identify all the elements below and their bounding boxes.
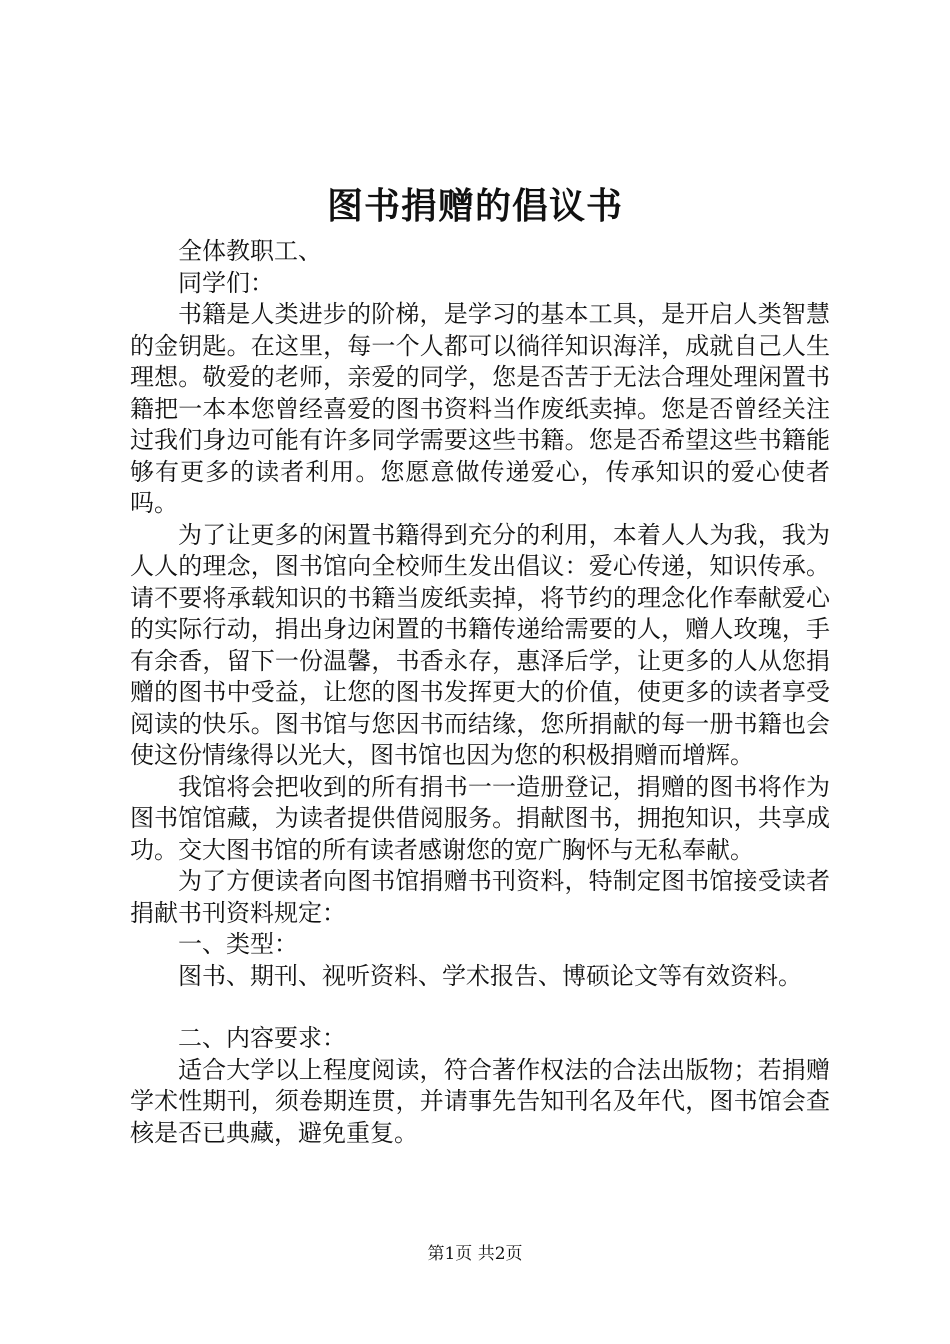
section-1-text: 图书、期刊、视听资料、学术报告、博硕论文等有效资料。 [178,961,802,990]
document-body [130,236,830,1149]
section-spacer [130,992,830,1023]
paragraph-3: 我馆将会把收到的所有捐书一一造册登记，捐赠的图书将作为图书馆馆藏，为读者提供借阅服务。捐献图书，拥抱知识，共享成功。交大图书馆的所有读者感谢您的宽广胸怀与无私奉献。 [130,772,830,864]
section-1-heading: 一、类型： [178,930,298,958]
paragraph-2: 为了让更多的闲置书籍得到充分的利用，本着人人为我，我为人人的理念，图书馆向全校师生发出倡议：爱心传递，知识传承。请不要将承载知识的书籍当废纸卖掉，将节约的理念化作奉献爱心的实际行动，捐出身边闲置的书籍传递给需要的人，赠人玫瑰，手有余香，留下一份温馨，书香永存，惠泽后学，让更多的人从您捐赠的图书中受益，让您的图书发挥更大的价值，使更多的读者享受阅读的快乐。图书馆与您因书而结缘，您所捐献的每一册书籍也会使这份情缘得以光大，图书馆也因为您的积极捐赠而增辉。 [130,520,830,769]
document-title: 图书捐赠的倡议书 [326,185,623,227]
page-footer: 第1页 共2页 [427,1244,523,1264]
salutation-line-1: 全体教职工、 [178,237,322,265]
section-2-text: 适合大学以上程度阅读，符合著作权法的合法出版物；若捐赠学术性期刊，须卷期连贯，并请事先告知刊名及年代，图书馆会查核是否已典藏，避免重复。 [130,1055,830,1147]
salutation-line-2: 同学们： [178,268,274,297]
section-2-heading: 二、内容要求： [178,1024,346,1052]
paragraph-1: 书籍是人类进步的阶梯，是学习的基本工具，是开启人类智慧的金钥匙。在这里，每一个人都可以徜徉知识海洋，成就自己人生理想。敬爱的老师，亲爱的同学，您是否苦于无法合理处理闲置书籍把一本本您曾经喜爱的图书资料当作废纸卖掉。您是否曾经关注过我们身边可能有许多同学需要这些书籍。您是否希望这些书籍能够有更多的读者利用。您愿意做传递爱心，传承知识的爱心使者吗。 [130,300,830,517]
paragraph-4: 为了方便读者向图书馆捐赠书刊资料，特制定图书馆接受读者捐献书刊资料规定： [130,867,830,927]
